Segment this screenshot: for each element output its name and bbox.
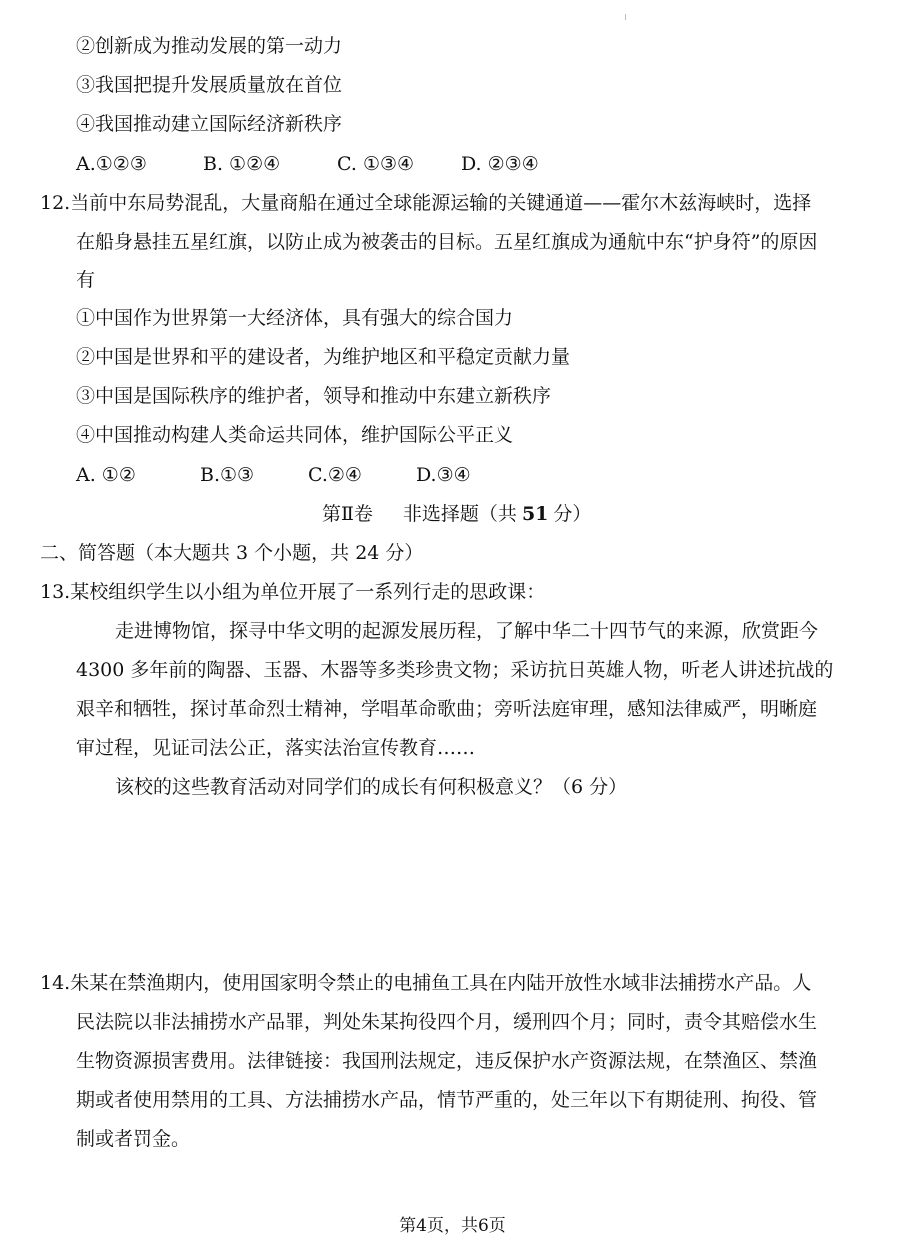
q14-stem-line-4: 期或者使用禁用的工具、方法捕捞水产品，情节严重的，处三年以下有期徒刑、拘役、管 bbox=[76, 1089, 818, 1111]
q13-material-line-2: 4300 多年前的陶器、玉器、木器等多类珍贵文物；采访抗日英雄人物，听老人讲述抗战的 bbox=[76, 659, 834, 681]
part2-title bbox=[322, 501, 591, 527]
q12-statement-2: ②中国是世界和平的建设者，为维护地区和平稳定贡献力量 bbox=[76, 346, 571, 368]
q12-stem-line-1: 12.当前中东局势混乱，大量商船在通过全球能源运输的关键通道——霍尔木兹海峡时，选择 bbox=[40, 192, 812, 214]
q12-option-b: B.①③ bbox=[200, 464, 255, 486]
q12-option-d: D.③④ bbox=[416, 464, 471, 486]
page-number: 第4页，共6页 bbox=[399, 1216, 506, 1236]
q11-statement-3: ③我国把提升发展质量放在首位 bbox=[76, 74, 343, 96]
q12-statement-3: ③中国是国际秩序的维护者，领导和推动中东建立新秩序 bbox=[76, 385, 552, 407]
q13-answer-space bbox=[40, 812, 860, 962]
q14-stem-line-5: 制或者罚金。 bbox=[76, 1128, 191, 1150]
q12-stem-line-3: 有 bbox=[76, 269, 96, 291]
q13-material-line-4: 审过程，见证司法公正，落实法治宣传教育…… bbox=[76, 737, 476, 759]
part2-title-text: 非选择题（共 bbox=[402, 503, 517, 525]
q12-statement-4: ④中国推动构建人类命运共同体，维护国际公平正义 bbox=[76, 424, 514, 446]
q11-option-a: A.①②③ bbox=[76, 153, 147, 175]
q12-option-c: C.②④ bbox=[308, 464, 362, 486]
q14-stem-line-2: 民法院以非法捕捞水产品罪，判处朱某拘役四个月，缓刑四个月；同时，责令其赔偿水生 bbox=[76, 1011, 818, 1033]
q13-question: 该校的这些教育活动对同学们的成长有何积极意义？（6 分） bbox=[115, 776, 628, 798]
q13-material-line-1: 走进博物馆，探寻中华文明的起源发展历程，了解中华二十四节气的来源，欣赏距今 bbox=[115, 620, 819, 642]
q11-statement-4: ④我国推动建立国际经济新秩序 bbox=[76, 113, 343, 135]
q12-stem-line-2: 在船身悬挂五星红旗，以防止成为被袭击的目标。五星红旗成为通航中东“护身符”的原因 bbox=[76, 231, 818, 253]
scan-speck bbox=[625, 14, 626, 20]
part2-title-score: 51 bbox=[521, 503, 549, 525]
part2-title-volume: 第Ⅱ卷 bbox=[322, 503, 373, 525]
q11-option-b: B. ①②④ bbox=[203, 153, 281, 175]
q13-material-line-3: 艰辛和牺牲，探讨革命烈士精神，学唱革命歌曲；旁听法庭审理，感知法律威严，明晰庭 bbox=[76, 698, 818, 720]
q14-stem-line-1: 14.朱某在禁渔期内，使用国家明令禁止的电捕鱼工具在内陆开放性水域非法捕捞水产品。人 bbox=[40, 972, 812, 994]
section-heading: 二、简答题（本大题共 3 个小题，共 24 分） bbox=[40, 542, 424, 564]
q11-statement-2: ②创新成为推动发展的第一动力 bbox=[76, 35, 343, 57]
q13-stem: 13.某校组织学生以小组为单位开展了一系列行走的思政课： bbox=[40, 581, 546, 603]
q11-option-c: C. ①③④ bbox=[337, 153, 415, 175]
part2-title-unit: 分） bbox=[553, 503, 592, 525]
q14-stem-line-3: 生物资源损害费用。法律链接：我国刑法规定，违反保护水产资源法规，在禁渔区、禁渔 bbox=[76, 1050, 818, 1072]
q12-statement-1: ①中国作为世界第一大经济体，具有强大的综合国力 bbox=[76, 307, 514, 329]
q12-option-a: A. ①② bbox=[76, 464, 136, 486]
q11-option-d: D. ②③④ bbox=[461, 153, 539, 175]
